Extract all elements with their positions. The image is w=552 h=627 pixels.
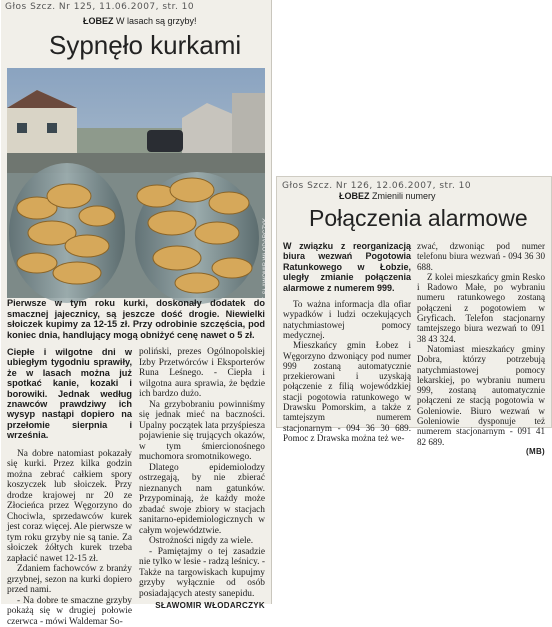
chanterelle-jars-image — [7, 68, 265, 298]
kicker-place: ŁOBEZ — [339, 191, 370, 201]
handwritten-source-note: Głos Szcz. Nr 126, 12.06.2007, str. 10 — [282, 181, 472, 191]
headline: Połączenia alarmowe — [309, 205, 528, 231]
body-paragraph: Dlatego epidemiolodzy ostrzegają, by nie zbierać nieznanych nam gatunków. Przypominają, że każdy może zbadać swoje zbiory w stacjach sanitarno-epidemiologicznych w całym województwie. — [139, 462, 265, 536]
kicker — [83, 16, 197, 26]
kicker — [339, 191, 436, 201]
body-paragraph: zwać, dzwoniąc pod numer telefonu biura wezwań - 094 36 30 688. — [417, 241, 545, 272]
body-paragraph: Natomiast mieszkańcy gminy Dobra, którzy potrzebują natychmiastowej pomocy lekarskiej, po wybraniu numeru 999, zostaną automatycznie połączeni ze stacją pogotowia w Goleniowie. Biuro wezwań w Goleniowie dysponuje też numerem stacjonarnym - 091 41 82 689. — [417, 343, 545, 447]
kicker-text: Zmienili numery — [372, 191, 436, 201]
body-paragraph: - Pamiętajmy o tej zasadzie nie tylko w lesie - radzą leśnicy. - Także na targowiskach kupujmy grzyby wyłącznie od osób posiadających atesty sanepidu. — [139, 546, 265, 599]
body-paragraph: To ważna informacja dla ofiar wypadków i ludzi oczekujących natychmiastowej pomocy medycznej. — [283, 299, 411, 340]
body-paragraph: Na grzybobraniu powinniśmy się jednak mieć na baczności. Upalny początek lata przyśpiesza pojawienie się trujących okazów, w tym śmiercionośnego muchomora sromotnikowego. — [139, 399, 265, 462]
body-paragraph: - Na dobre te smaczne grzyby pokażą się w drugiej połowie czerwca - mówi Waldemar So- — [7, 595, 132, 627]
clipping-mushrooms — [1, 0, 272, 627]
lead-paragraph: W związku z reorganizacją biura wezwań Pogotowia Ratunkowego w Łobzie, uległy zmianie połączenia alarmowe z numerem 999. — [283, 241, 411, 293]
clipping-emergency-numbers — [276, 176, 552, 456]
article2-column-2 — [417, 241, 545, 457]
handwritten-source-note: Głos Szcz. Nr 125, 11.06.2007, str. 10 — [5, 2, 195, 12]
article1-column-2 — [139, 347, 265, 612]
headline: Sypnęło kurkami — [49, 30, 242, 60]
article1-column-1 — [7, 347, 132, 627]
author-signature: (MB) — [526, 446, 545, 456]
body-paragraph: Z kolei mieszkańcy gmin Resko i Radowo Małe, po wybraniu numeru ratunkowego zostaną połączeni z pogotowiem w Gryficach. Telefon stacjonarny tamtejszego biura wezwań to 091 38 43 324. — [417, 271, 545, 344]
body-paragraph: Ostrożności nigdy za wiele. — [149, 536, 254, 546]
photo-credit: FOT. SŁAWOMIR WŁODARCZYK — [263, 218, 269, 310]
body-paragraph: Zdaniem fachowców z branży grzybnej, sezon na kurki dopiero przed nami. — [7, 564, 132, 596]
author-signature: SŁAWOMIR WŁODARCZYK — [155, 601, 265, 610]
kicker-place: ŁOBEZ — [83, 16, 114, 26]
body-paragraph: Mieszkańcy gmin Łobez i Węgorzyno dzwoniący pod numer 999 zostaną automatycznie przekierowani i uzyskają połączenie z filią wojewódzkiej stacji pogotowia ratunkowego w Drawsku Pomorskim, a także z tamtejszym numerem stacjonarnym - 094 36 30 689. Pomoc z Drawska można też we- — [283, 340, 411, 443]
lead-paragraph: Ciepłe i wilgotne dni w ubiegłym tygodniu sprawiły, że w lasach można już spotkać kanie, kozaki i borowiki. Jednak według znawców prawdziwy ich wysyp nastąpi dopiero na przełomie sierpnia i września. — [7, 347, 132, 441]
photo-caption: Pierwsze w tym roku kurki, doskonały dodatek do smacznej jajecznicy, są jeszcze dość drogie. Niewielki słoiczek kupimy za 12-15 zł. Przy odrobinie szczęścia, pod koniec dnia, handlujący mogą obniżyć cenę nawet o 5 zł. — [7, 298, 265, 340]
body-paragraph: Na dobre natomiast pokazały się kurki. Przez kilka godzin można zebrać całkiem spory koszyczek lub słoiczek. Przy drodze krajowej nr 20 ze Złocieńca przez Węgorzyno do Chociwla, sprzedawców kurek jest coraz więcej. Ale pierwsze w tym roku grzyby nie są tanie. Za słoiczek żółtych kurek trzeba zapłacić nawet 12-15 zł. — [7, 448, 132, 564]
photo-chanterelles — [7, 68, 269, 310]
body-paragraph: poliński, prezes Ogólnopolskiej Izby Przetwórców i Eksporterów Runa Leśnego. - Ciepła i wilgotna aura sprawia, że będzie ich bardzo dużo. — [139, 347, 265, 399]
kicker-text: W lasach są grzyby! — [116, 16, 197, 26]
article2-column-1 — [283, 241, 411, 443]
